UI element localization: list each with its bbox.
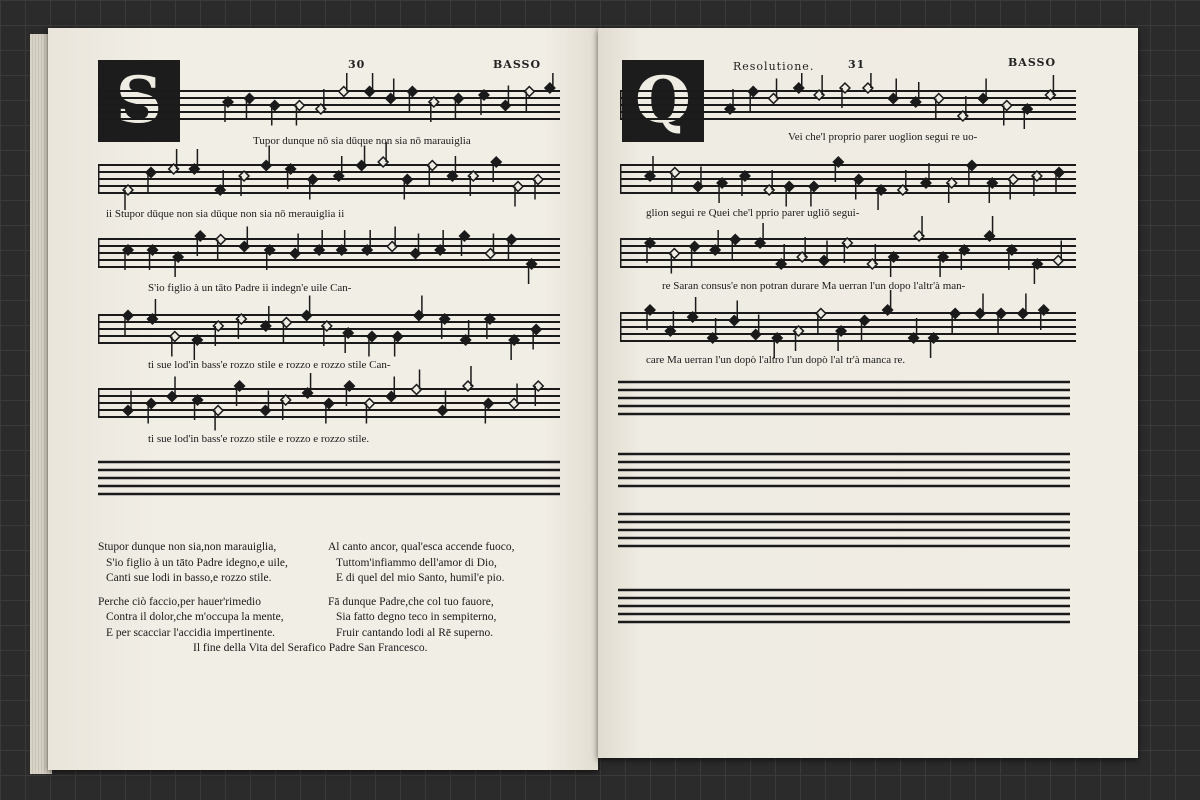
empty-staff [98,458,568,498]
poem-line: E per scacciar l'accidia impertinente. [106,626,276,639]
lyric-line: ii Stupor dūque non sia dūque non sia nō merauiglia ii [106,208,345,220]
lyric-line: glion segui re Quei che'l pprio parer ugliō segui- [646,207,860,219]
poem-line: Sia fatto degno teco in sempiterno, [336,611,497,623]
page-number: 31 [848,58,866,71]
running-head: BASSO [1008,56,1057,69]
poem-column-1 [98,540,288,641]
lyric-line: S'io figlio à un tāto Padre ii indegn'e uile Can- [148,282,352,294]
left-page [48,28,598,770]
running-head: BASSO [493,58,542,71]
lyric-line: re Saran consus'e non potran durare Ma uerran l'un dopo l'altr'à man- [662,280,966,292]
poem-line: Contra il dolor,che m'occupa la mente, [106,611,284,623]
poem-line: Fruir cantando lodi al Rē superno. [336,626,494,639]
lyric-line: care Ma uerran l'un dopò l'altro l'un dopò l'al tr'à manca re. [646,354,906,366]
poem-line: E di quel del mio Santo, humil'e pio. [336,572,505,584]
poem-line: Al canto ancor, qual'esca accende fuoco, [328,541,515,553]
empty-staves [618,378,1078,648]
lyric-line: ti sue lod'in bass'e rozzo stile e rozzo e rozzo stile. [148,433,370,445]
lyric-line: ti sue lod'in bass'e rozzo stile e rozzo e rozzo stile Can- [148,359,391,371]
right-page [598,28,1138,758]
lyric-line: Tupor dunque nō sia dūque non sia nō marauiglia [253,135,471,147]
music-staves [620,73,1085,373]
poem-line: Perche ciò faccio,per hauer'rimedio [98,595,261,608]
section-label: Resolutione. [733,60,815,73]
colophon: Il fine della Vita del Serafico Padre San Francesco. [193,642,428,654]
decorated-initial: S [98,60,180,142]
poem-line: Fā dunque Padre,che col tuo fauore, [328,595,494,608]
poem-column-2 [328,540,514,641]
poem-line: S'io figlio à un tāto Padre idegno,e uile, [106,556,288,569]
poem-line: Tuttom'infiammo dell'amor di Dio, [336,556,497,569]
page-number: 30 [348,58,366,71]
poem-line: Stupor dunque non sia,non marauiglia, [98,541,277,553]
poem-line: Canti sue lodi in basso,e rozzo stile. [106,572,272,584]
music-staves [98,73,568,463]
lyric-line: Vei che'l proprio parer uoglion segui re uo- [788,131,978,143]
decorated-initial: Q [622,60,704,142]
